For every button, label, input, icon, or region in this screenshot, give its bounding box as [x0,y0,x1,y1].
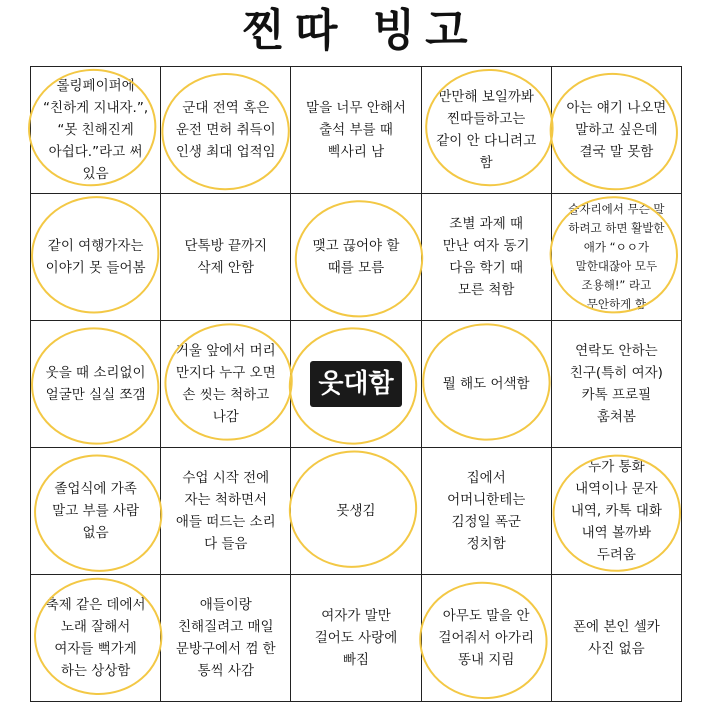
bingo-cell[interactable]: 롤링페이퍼에 “친하게 지내자.”, “못 친해진게 아쉽다.”라고 써 있음 [31,67,161,194]
bingo-cell[interactable]: 애들이랑 친해질려고 매일 문방구에서 껌 한 통씩 사감 [161,575,291,702]
bingo-cell[interactable]: 축제 같은 데에서 노래 잘해서 여자들 뻑가게 하는 상상함 [31,575,161,702]
bingo-cell[interactable]: 거울 앞에서 머리 만지다 누구 오면 손 씻는 척하고 나감 [161,321,291,448]
bingo-cell[interactable]: 졸업식에 가족 말고 부를 사람 없음 [31,448,161,575]
bingo-cell[interactable]: 만만해 보일까봐 찐따들하고는 같이 안 다니려고 함 [422,67,552,194]
bingo-cell[interactable]: 아무도 말을 안 걸어줘서 아가리 똥내 지림 [422,575,552,702]
bingo-free-cell[interactable] [291,321,421,448]
bingo-cell[interactable]: 누가 통화 내역이나 문자 내역, 카톡 대화 내역 볼까봐 두려움 [552,448,682,575]
free-space-label: 웃대함 [310,361,401,407]
bingo-cell[interactable]: 뭘 해도 어색함 [422,321,552,448]
bingo-board [30,66,682,702]
bingo-cell[interactable]: 맺고 끊어야 할 때를 모름 [291,194,421,321]
bingo-cell[interactable]: 단톡방 끝까지 삭제 안함 [161,194,291,321]
bingo-cell[interactable]: 폰에 본인 셀카 사진 없음 [552,575,682,702]
bingo-cell[interactable]: 조별 과제 때 만난 여자 동기 다음 학기 때 모른 척함 [422,194,552,321]
bingo-cell[interactable]: 말을 너무 안해서 출석 부를 때 삑사리 남 [291,67,421,194]
bingo-cell[interactable]: 못생김 [291,448,421,575]
bingo-cell[interactable]: 아는 얘기 나오면 말하고 싶은데 결국 말 못함 [552,67,682,194]
bingo-cell[interactable]: 술자리에서 무슨 말 하려고 하면 활발한 애가 “ㅇㅇ가 말한대잖아 모두 조용해!” 라고 무안하게 함 [552,194,682,321]
bingo-cell[interactable]: 같이 여행가자는 이야기 못 들어봄 [31,194,161,321]
bingo-cell[interactable]: 집에서 어머니한테는 김정일 폭군 정치함 [422,448,552,575]
bingo-cell[interactable]: 수업 시작 전에 자는 척하면서 애들 떠드는 소리 다 들음 [161,448,291,575]
page-title: 찐따 빙고 [242,5,478,56]
bingo-cell[interactable]: 여자가 말만 걸어도 사랑에 빠짐 [291,575,421,702]
bingo-cell[interactable]: 웃을 때 소리없이 얼굴만 실실 쪼갬 [31,321,161,448]
bingo-cell[interactable]: 연락도 안하는 친구(특히 여자) 카톡 프로필 훔쳐봄 [552,321,682,448]
bingo-cell[interactable]: 군대 전역 혹은 운전 면허 취득이 인생 최대 업적임 [161,67,291,194]
